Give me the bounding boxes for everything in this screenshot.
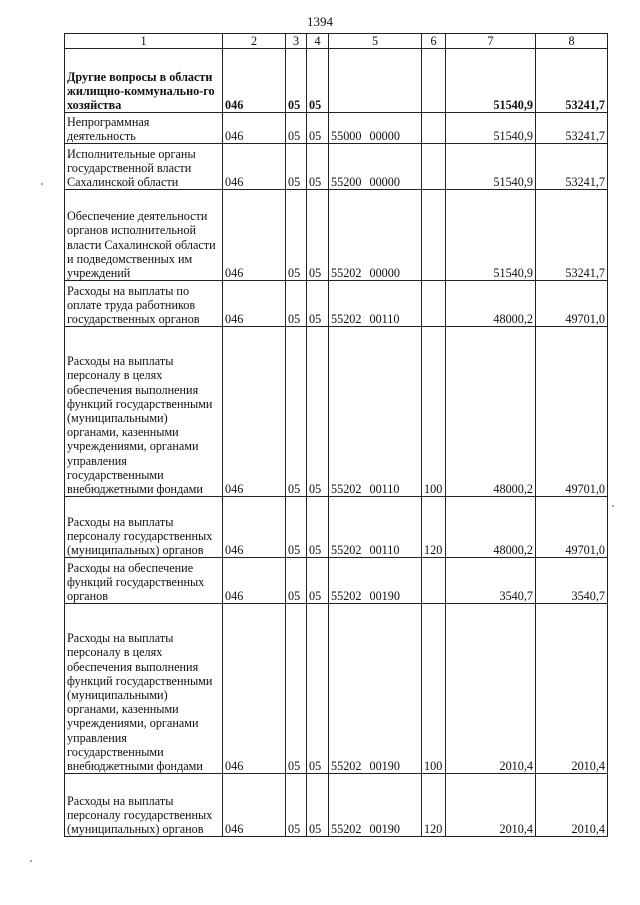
section-code-cell: 05 (286, 558, 307, 604)
target-article-part-b: 00190 (369, 589, 400, 603)
section-code-cell: 05 (286, 774, 307, 837)
section-code-cell: 05 (286, 497, 307, 558)
expense-type-cell: 120 (422, 774, 446, 837)
target-article-cell (329, 774, 422, 837)
subsection-code-cell: 05 (307, 144, 329, 190)
table-header-row (65, 34, 608, 49)
ministry-code-cell: 046 (223, 49, 286, 113)
expense-type-cell: 120 (422, 497, 446, 558)
target-article-part-b: 00000 (369, 129, 400, 143)
target-article-cell (329, 49, 422, 113)
expense-type-cell (422, 49, 446, 113)
expense-type-cell: 100 (422, 604, 446, 774)
amount-year1-cell: 51540,9 (446, 190, 536, 281)
row-name-cell: Расходы на выплаты персоналу государственных (муниципальных) органов (65, 497, 223, 558)
target-article-part-a: 55202 (331, 543, 362, 557)
row-name-cell: Непрограммная деятельность (65, 113, 223, 144)
subsection-code-cell: 05 (307, 558, 329, 604)
target-article-part-a: 55000 (331, 129, 362, 143)
amount-year2-cell: 2010,4 (536, 774, 608, 837)
amount-year1-cell: 2010,4 (446, 774, 536, 837)
amount-year1-cell: 51540,9 (446, 144, 536, 190)
subsection-code-cell: 05 (307, 604, 329, 774)
ministry-code-cell: 046 (223, 604, 286, 774)
section-code-cell: 05 (286, 113, 307, 144)
amount-year2-cell: 2010,4 (536, 604, 608, 774)
target-article-part-b: 00000 (369, 266, 400, 280)
amount-year2-cell: 53241,7 (536, 113, 608, 144)
column-header: 4 (307, 34, 329, 49)
subsection-code-cell: 05 (307, 774, 329, 837)
amount-year2-cell: 49701,0 (536, 281, 608, 327)
amount-year2-cell: 49701,0 (536, 327, 608, 497)
amount-year1-cell: 51540,9 (446, 49, 536, 113)
row-name-cell: Другие вопросы в области жилищно-коммунально-го хозяйства (65, 49, 223, 113)
target-article-part-a: 55200 (331, 175, 362, 189)
target-article-cell (329, 113, 422, 144)
table-row (65, 190, 608, 281)
column-header: 7 (446, 34, 536, 49)
target-article-cell (329, 281, 422, 327)
table-row (65, 113, 608, 144)
table-row (65, 774, 608, 837)
target-article-part-a: 55202 (331, 822, 362, 836)
ministry-code-cell: 046 (223, 190, 286, 281)
table-row (65, 281, 608, 327)
row-name-cell: Обеспечение деятельности органов исполнительной власти Сахалинской области и подведомственных им учреждений (65, 190, 223, 281)
amount-year2-cell: 53241,7 (536, 144, 608, 190)
target-article-part-a: 55202 (331, 312, 362, 326)
table-row (65, 144, 608, 190)
expense-type-cell: 100 (422, 327, 446, 497)
target-article-part-a: 55202 (331, 482, 362, 496)
section-code-cell: 05 (286, 327, 307, 497)
page-number: 1394 (307, 14, 333, 29)
target-article-part-b: 00000 (369, 175, 400, 189)
amount-year2-cell: 53241,7 (536, 190, 608, 281)
ministry-code-cell: 046 (223, 774, 286, 837)
amount-year1-cell: 48000,2 (446, 281, 536, 327)
ministry-code-cell: 046 (223, 144, 286, 190)
table-row (65, 327, 608, 497)
target-article-cell (329, 558, 422, 604)
scan-speck (612, 505, 614, 507)
table-row (65, 604, 608, 774)
amount-year1-cell: 51540,9 (446, 113, 536, 144)
row-name-cell: Исполнительные органы государственной власти Сахалинской области (65, 144, 223, 190)
row-name-cell: Расходы на выплаты персоналу государственных (муниципальных) органов (65, 774, 223, 837)
target-article-cell (329, 144, 422, 190)
subsection-code-cell: 05 (307, 281, 329, 327)
table-row (65, 558, 608, 604)
ministry-code-cell: 046 (223, 113, 286, 144)
subsection-code-cell: 05 (307, 49, 329, 113)
column-header: 1 (65, 34, 223, 49)
target-article-part-b: 00110 (369, 482, 400, 496)
section-code-cell: 05 (286, 604, 307, 774)
section-code-cell: 05 (286, 49, 307, 113)
row-name-cell: Расходы на выплаты по оплате труда работников государственных органов (65, 281, 223, 327)
row-name-cell: Расходы на выплаты персоналу в целях обеспечения выполнения функций государственными (муниципальными) органами, казенными учреждениями, органами управления государственными внебюджетными фондами (65, 327, 223, 497)
section-code-cell: 05 (286, 144, 307, 190)
target-article-part-a: 55202 (331, 266, 362, 280)
amount-year1-cell: 3540,7 (446, 558, 536, 604)
ministry-code-cell: 046 (223, 327, 286, 497)
table-row (65, 497, 608, 558)
target-article-part-b: 00190 (369, 759, 400, 773)
target-article-cell (329, 604, 422, 774)
subsection-code-cell: 05 (307, 113, 329, 144)
ministry-code-cell: 046 (223, 558, 286, 604)
target-article-cell (329, 327, 422, 497)
column-header: 8 (536, 34, 608, 49)
expense-type-cell (422, 144, 446, 190)
section-code-cell: 05 (286, 281, 307, 327)
row-name-cell: Расходы на выплаты персоналу в целях обеспечения выполнения функций государственными (муниципальными) органами, казенными учреждениями, органами управления государственными внебюджетными фондами (65, 604, 223, 774)
subsection-code-cell: 05 (307, 190, 329, 281)
expense-type-cell (422, 281, 446, 327)
expense-type-cell (422, 113, 446, 144)
target-article-cell (329, 497, 422, 558)
section-code-cell: 05 (286, 190, 307, 281)
amount-year1-cell: 48000,2 (446, 497, 536, 558)
amount-year1-cell: 2010,4 (446, 604, 536, 774)
scan-speck (30, 860, 32, 862)
amount-year2-cell: 53241,7 (536, 49, 608, 113)
column-header: 5 (329, 34, 422, 49)
subsection-code-cell: 05 (307, 497, 329, 558)
target-article-part-a: 55202 (331, 589, 362, 603)
amount-year2-cell: 3540,7 (536, 558, 608, 604)
ministry-code-cell: 046 (223, 281, 286, 327)
column-header: 6 (422, 34, 446, 49)
expense-type-cell (422, 190, 446, 281)
scan-speck (41, 183, 43, 185)
column-header: 2 (223, 34, 286, 49)
ministry-code-cell: 046 (223, 497, 286, 558)
budget-table (64, 33, 608, 837)
target-article-part-a: 55202 (331, 759, 362, 773)
expense-type-cell (422, 558, 446, 604)
target-article-part-b: 00110 (369, 312, 400, 326)
subsection-code-cell: 05 (307, 327, 329, 497)
row-name-cell: Расходы на обеспечение функций государственных органов (65, 558, 223, 604)
target-article-cell (329, 190, 422, 281)
amount-year2-cell: 49701,0 (536, 497, 608, 558)
amount-year1-cell: 48000,2 (446, 327, 536, 497)
target-article-part-b: 00110 (369, 543, 400, 557)
column-header: 3 (286, 34, 307, 49)
table-row (65, 49, 608, 113)
target-article-part-b: 00190 (369, 822, 400, 836)
